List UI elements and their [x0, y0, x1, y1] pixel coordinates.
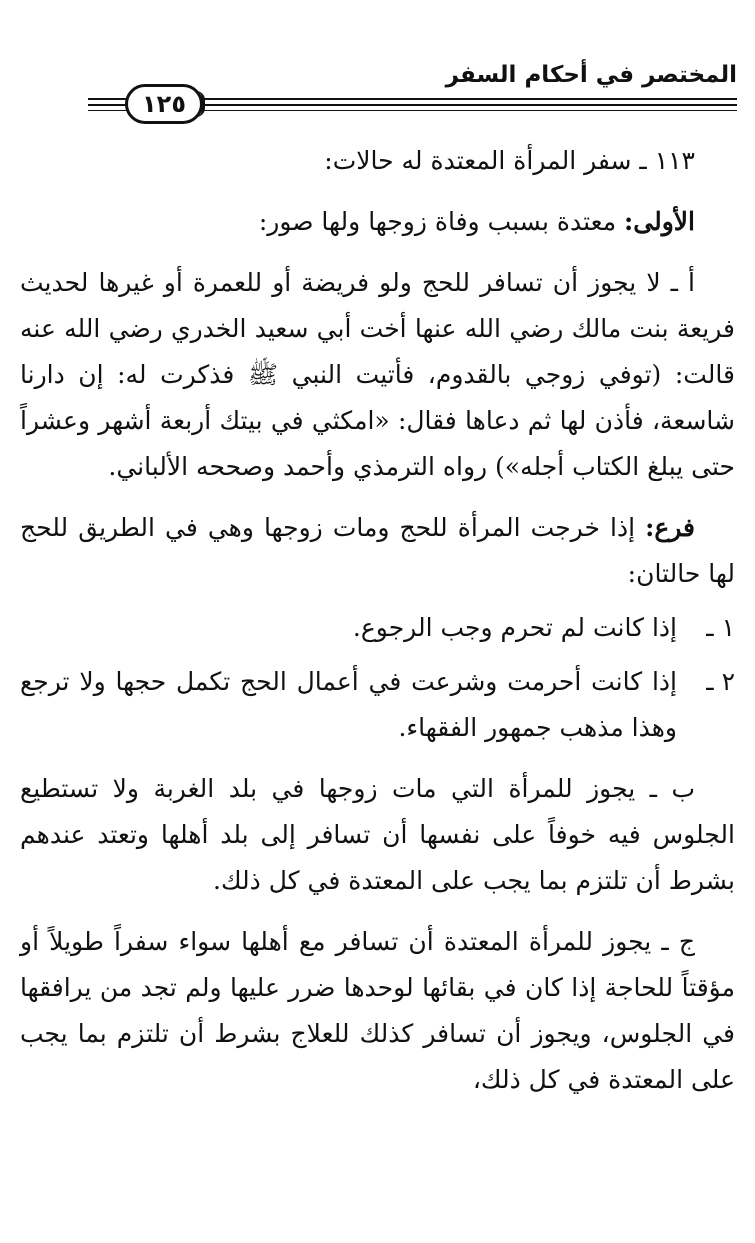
paragraph-c: ج ـ يجوز للمرأة المعتدة أن تسافر مع أهلها سواء سفراً طويلاً أو مؤقتاً للحاجة إذا كان في بقائها لوحدها ضرر عليها ولم تجد من يرافقها في الجلوس، ويجوز أن تسافر كذلك للعلاج بشرط أن تلتزم بما يجب على المعتدة في كل ذلك، — [20, 927, 735, 1094]
section-heading: ١١٣ ـ سفر المرأة المعتدة له حالات: — [324, 146, 695, 175]
paragraph-a: أ ـ لا يجوز أن تسافر للحج ولو فريضة أو للعمرة أو غيرها لحديث فريعة بنت مالك رضي الله عنها أخت أبي سعيد الخدري رضي الله عنه قالت: (توفي زوجي بالقدوم، فأتيت النبي ﷺ فذكرت له: إن دارنا شاسعة، فأذن لها ثم دعاها فقال: «امكثي في بيتك أربعة أشهر وعشراً حتى يبلغ الكتاب أجله») رواه الترمذي وأحمد وصححه الألباني. — [20, 268, 735, 481]
page-number-badge — [125, 84, 203, 124]
paragraph-subsection — [20, 505, 735, 597]
paragraph-first-case — [20, 199, 735, 245]
running-title: المختصر في أحكام السفر — [445, 62, 737, 88]
list-item-text: إذا كانت لم تحرم وجب الرجوع. — [352, 613, 677, 642]
first-case-text: معتدة بسبب وفاة زوجها ولها صور: — [258, 207, 625, 236]
page-body — [20, 138, 735, 1118]
list-item-number: ١ ـ — [706, 613, 735, 642]
subsection-text: إذا خرجت المرأة للحج ومات زوجها وهي في الطريق للحج لها حالتان: — [20, 513, 735, 588]
subsection-label: فرع: — [645, 513, 695, 542]
first-case-label: الأولى: — [624, 207, 695, 236]
list-item — [20, 659, 735, 751]
paragraph-b: ب ـ يجوز للمرأة التي مات زوجها في بلد الغربة ولا تستطيع الجلوس فيه خوفاً على نفسها أن تسافر إلى بلد أهلها وتعتد عندهم بشرط أن تلتزم بما يجب على المعتدة في كل ذلك. — [20, 774, 735, 895]
list-item-text: إذا كانت أحرمت وشرعت في أعمال الحج تكمل حجها ولا ترجع وهذا مذهب جمهور الفقهاء. — [20, 667, 677, 742]
list-item — [20, 605, 735, 651]
page-number: ١٢٥ — [142, 90, 186, 118]
list-item-number: ٢ ـ — [706, 667, 735, 696]
